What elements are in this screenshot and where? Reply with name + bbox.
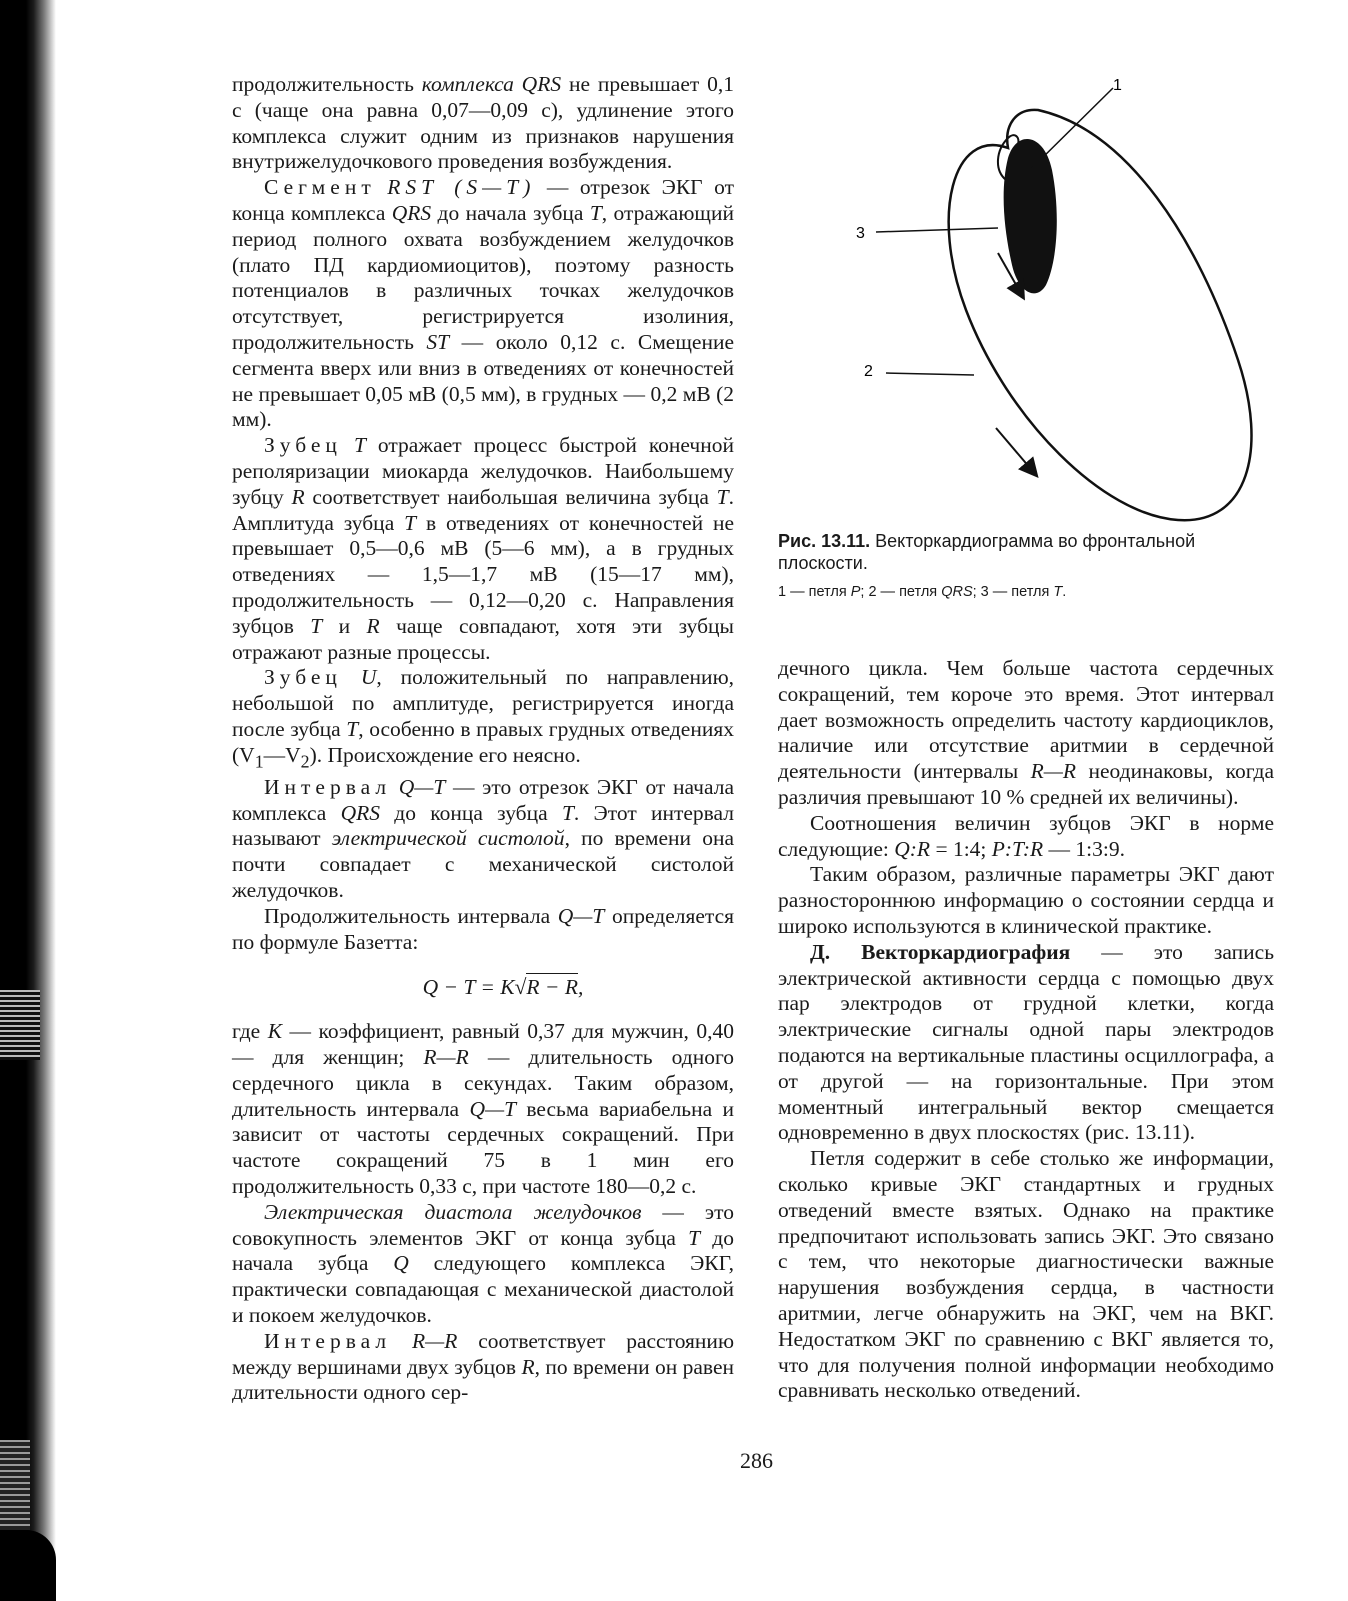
page-number: 286 [740, 1448, 773, 1473]
paragraph-wave-ratios: Соотношения величин зубцов ЭКГ в норме следующие: Q:R = 1:4; P:T:R — 1:3:9. [778, 810, 1274, 861]
vectorcardiogram-figure [848, 70, 1288, 540]
paragraph-qrs-duration: продолжительность комплекса QRS не превышает 0,1 с (чаще она равна 0,07—0,09 с), удлинение этого комплекса служит одним из признаков нарушения внутрижелудочкового проведения возбуждения. [232, 72, 735, 174]
qrs-loop [949, 110, 1252, 520]
caption-title: Рис. 13.11. Векторкардиограмма во фронтальной плоскости. [778, 531, 1196, 573]
left-text-column [232, 72, 734, 1406]
leader-line-2 [886, 373, 974, 375]
caption-legend: 1 — петля P; 2 — петля QRS; 3 — петля T. [778, 584, 1067, 600]
paragraph-rr-interval: Интервал R—R соответствует расстоянию между вершинами двух зубцов R, по времени он равен длительности одного сер- [232, 1328, 735, 1405]
qrs-loop-arrow [996, 428, 1036, 475]
leader-line-3 [876, 228, 998, 232]
scan-dark-edge [0, 0, 56, 1601]
paragraph-ecg-summary: Таким образом, различные параметры ЭКГ дают разностороннюю информацию о состоянии сердца и широко используются в клинической практике. [778, 862, 1274, 938]
paragraph-formula-explanation: где K — коэффициент, равный 0,37 для мужчин, 0,40 — для женщин; R—R — длительность одного сердечного цикла в секундах. Таким образом, длительность интервала Q—T весьма вариабельна и зависит от частоты сердечных сокращений. При частоте сокращений 75 в 1 мин его продолжительность 0,33 с, при частоте 180—0,2 с. [232, 1019, 734, 1198]
paragraph-rst-segment: Сегмент RST (S—T) — отрезок ЭКГ от конца комплекса QRS до начала зубца T, отражающий период полного охвата возбуждением желудочков (плато ПД кардиомиоцитов), поэтому разность потенциалов в различных точках желудочков отсутствует, регистрируется изолиния, продолжительность ST — около 0,12 с. Смещение сегмента вверх или вниз в отведениях от конечностей не превышает 0,05 мВ (0,5 мм), в грудных — 0,2 мВ (2 мм). [232, 175, 735, 432]
paragraph-electrical-diastole: Электрическая диастола желудочков — это совокупность элементов ЭКГ от конца зубца T до начала зубца Q следующего комплекса ЭКГ, практически совпадающая с механической диастолой и покоем желудочков. [232, 1199, 734, 1327]
paragraph-u-wave: Зубец U, положительный по направлению, небольшой по амплитуде, регистрируется иногда после зубца T, особенно в правых грудных отведениях $(V_1—V_2)$. Происхождение его неясно. [232, 665, 735, 772]
figure-caption [778, 530, 1288, 600]
paragraph-qt-interval: Интервал Q—T — это отрезок ЭКГ от начала комплекса QRS до конца зубца T. Этот интервал называют электрической систолой, по времени она почти совпадает с механической систолой желудочков. [232, 774, 735, 902]
scan-artifact [0, 1440, 30, 1530]
paragraph-bazett-intro: Продолжительность интервала Q—T определяется по формуле Базетта: [232, 903, 735, 954]
figure-label-1: 1 [1113, 77, 1122, 94]
scan-artifact [0, 1530, 56, 1601]
bazett-formula: Q − T = K√R − R, [422, 975, 584, 1000]
leader-line-1 [1030, 88, 1113, 170]
scan-artifact [0, 990, 40, 1060]
paragraph-vectorcardiography: Д. Векторкардиография — это запись электрической активности сердца с помощью двух пар электродов от грудной клетки, когда электрические сигналы одной пары электродов подаются на вертикальные пластины осциллографа, а от другой — на горизонтальные. При этом моментный интегральный вектор смещается одновременно в двух плоскостях (рис. 13.11). [778, 939, 1274, 1145]
paragraph-t-wave: Зубец T отражает процесс быстрой конечной реполяризации миокарда желудочков. Наибольшему зубцу R соответствует наибольшая величина зубца T. Амплитуда зубца T в отведениях от конечностей не превышает 0,5—0,6 мВ (5—6 мм), а в грудных отведениях — 1,5—1,7 мВ (15—17 мм), продолжительность — 0,12—0,20 с. Направления зубцов T и R чаще совпадают, хотя эти зубцы отражают разные процессы. [232, 433, 735, 664]
t-loop [1004, 139, 1057, 293]
paragraph-loop-information: Петля содержит в себе столько же информации, сколько кривые ЭКГ стандартных и грудных отведений вместе взятых. Однако на практике предпочитают использовать запись ЭКГ. Это связано с тем, что некоторые диагностически важные нарушения возбуждения сердца, в частности аритмии, легче обнаружить на ЭКГ, чем на ВКГ. Недостатком ЭКГ по сравнению с ВКГ является то, что для получения полной информации необходимо сравнивать несколько отведений. [778, 1146, 1274, 1403]
figure-label-2: 2 [864, 363, 873, 380]
right-text-column [778, 656, 1274, 1404]
paragraph-rr-continued: дечного цикла. Чем больше частота сердечных сокращений, тем короче это время. Этот интервал дает возможность определить частоту кардиоциклов, наличие или отсутствие аритмии в сердечной деятельности (интервалы R—R неодинаковы, когда различия превышают 10 % средней их величины). [778, 656, 1274, 809]
figure-label-3: 3 [856, 225, 865, 242]
